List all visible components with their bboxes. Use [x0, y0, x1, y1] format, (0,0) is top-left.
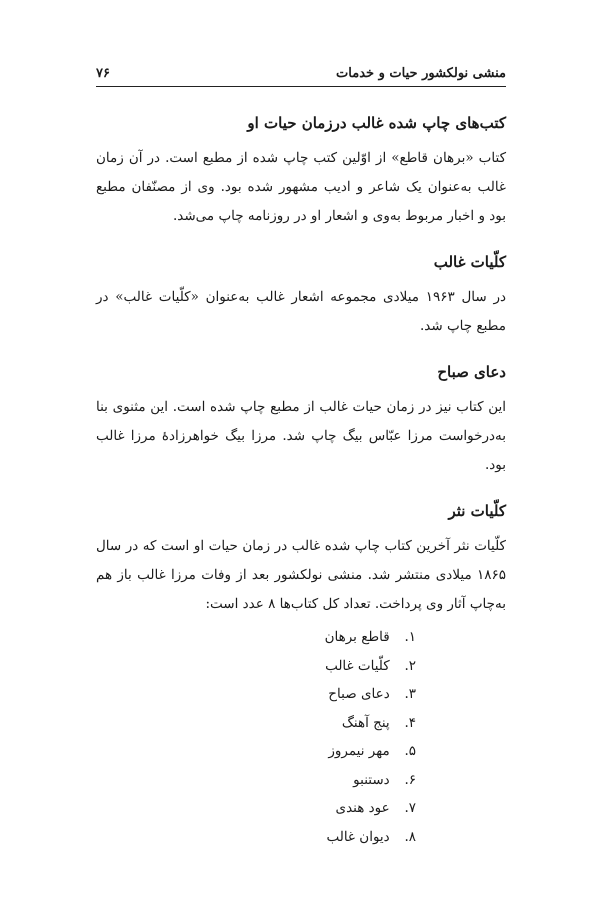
list-item-title: پنج آهنگ	[341, 714, 390, 731]
section-body-dua-sabah: این کتاب نیز در زمان حیات غالب از مطبع چاپ شده است. این مثنوی بنا به‌درخواست مرزا عبّاس بیگ چاپ شد. مرزا بیگ خواهرزادهٔ مرزا غالب بود.	[96, 399, 506, 473]
book-page	[96, 0, 506, 899]
list-item-title: دیوان غالب	[326, 828, 390, 845]
list-item-number: ۲.	[404, 657, 416, 674]
list-item-number: ۶.	[404, 771, 416, 788]
book-list	[96, 623, 506, 851]
section-heading-kulliyat-ghalib: کلّیات غالب	[433, 253, 506, 271]
list-item-number: ۷.	[404, 800, 416, 816]
list-item-title: قاطع برهان	[324, 629, 390, 645]
list-item-title: دعای صباح	[328, 686, 390, 702]
list-item-number: ۵.	[404, 743, 416, 759]
running-header	[96, 64, 506, 87]
list-item	[96, 623, 416, 652]
list-item-number: ۸.	[404, 828, 416, 845]
section-body-kulliyat-ghalib: در سال ۱۹۶۳ میلادی مجموعه اشعار غالب به‌عنوان «کلّیات غالب» در مطبع چاپ شد.	[96, 289, 506, 334]
list-item-title: مهر نیمروز	[328, 743, 390, 759]
list-item	[96, 652, 416, 681]
list-item-number: ۱.	[404, 629, 416, 645]
list-item-title: کلّیات غالب	[325, 657, 390, 674]
list-item-number: ۳.	[404, 686, 416, 702]
list-item	[96, 794, 416, 823]
section-heading-kulliyat-nasr: کلّیات نثر	[448, 502, 506, 520]
section-heading-printed-books: کتب‌های چاپ شده غالب درزمان حیات او	[247, 114, 506, 132]
list-item	[96, 709, 416, 738]
list-item	[96, 680, 416, 709]
list-item	[96, 737, 416, 766]
list-item-title: دستنبو	[353, 771, 390, 788]
section-body-printed-books: کتاب «برهان قاطع» از اوّلین کتب چاپ شده از مطبع است. در آن زمان غالب به‌عنوان یک شاعر و ادیب مشهور شده بود. وی از مصنّفان مطبع بود و اخبار مربوط به‌وی و اشعار او در روزنامه چاپ می‌شد.	[96, 150, 506, 224]
section-body-kulliyat-nasr: کلّیات نثر آخرین کتاب چاپ شده غالب در زمان حیات او است که در سال ۱۸۶۵ میلادی منتشر شد. منشی نولکشور بعد از وفات مرزا غالب باز هم به‌چاپ آثار وی پرداخت. تعداد کل کتاب‌ها ۸ عدد است:	[96, 538, 506, 612]
list-item	[96, 766, 416, 795]
page-number: ۷۶	[96, 66, 110, 81]
list-item	[96, 823, 416, 852]
section-heading-dua-sabah: دعای صباح	[437, 363, 506, 381]
page-content	[96, 108, 506, 851]
running-header-title: منشی نولکشور حیات و خدمات	[336, 66, 506, 81]
list-item-number: ۴.	[404, 714, 416, 731]
list-item-title: عود هندی	[335, 800, 390, 816]
